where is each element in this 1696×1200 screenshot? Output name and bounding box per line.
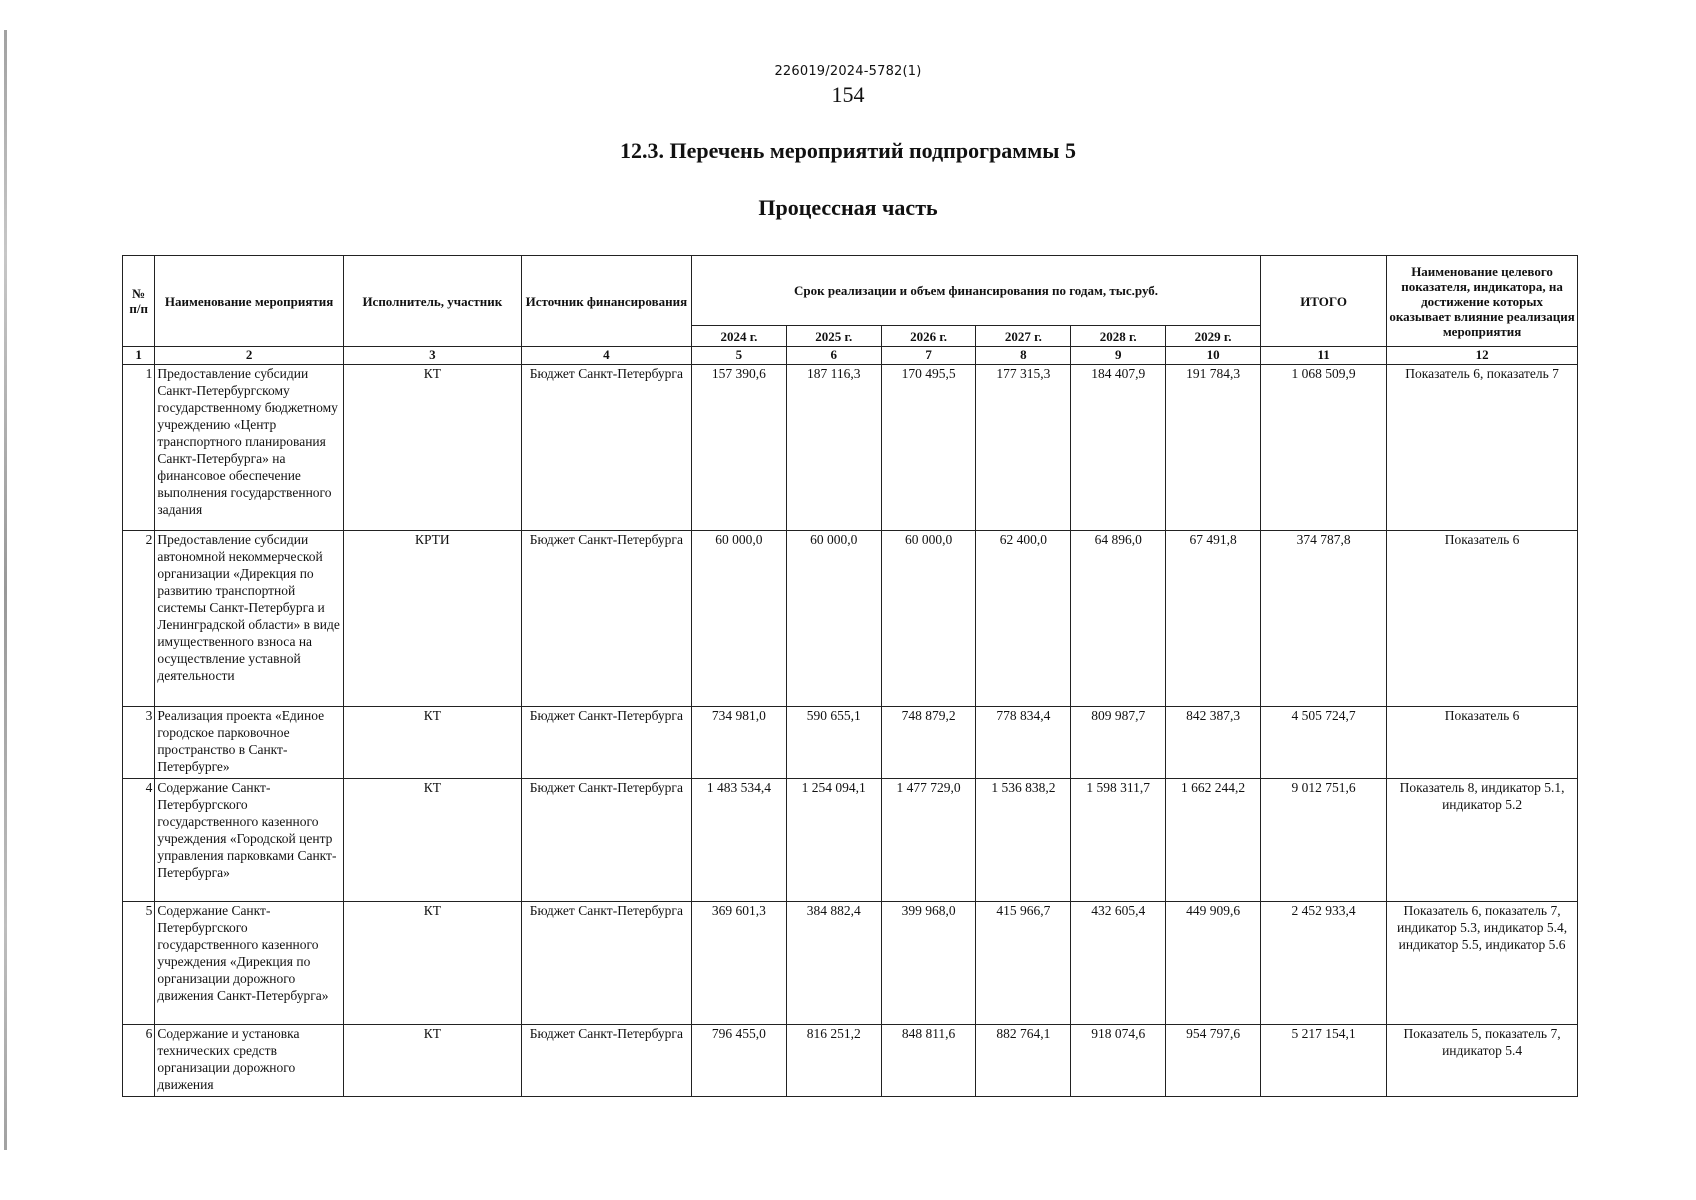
column-number: 4 [521,347,691,365]
year-value: 809 987,7 [1071,707,1166,779]
row-number: 5 [123,902,155,1025]
year-value: 882 764,1 [976,1025,1071,1097]
column-number: 8 [976,347,1071,365]
column-number: 3 [343,347,521,365]
table-row [123,707,1578,779]
table-row [123,365,1578,531]
total-value: 2 452 933,4 [1261,902,1387,1025]
header-period: Срок реализации и объем финансирования по годам, тыс.руб. [692,256,1261,326]
row-number: 3 [123,707,155,779]
year-value: 842 387,3 [1166,707,1261,779]
header-source: Источник финансирования [521,256,691,347]
year-value: 848 811,6 [881,1025,976,1097]
measure-name: Предоставление субсидии автономной некоммерческой организации «Дирекция по развитию транспортной системы Санкт-Петербурга и Ленинградской области» в виде имущественного взноса на осуществление уставной деятельности [155,531,344,707]
year-value: 748 879,2 [881,707,976,779]
table-row [123,779,1578,902]
funding-source: Бюджет Санкт-Петербурга [521,779,691,902]
table-header-row [123,256,1578,326]
year-value: 60 000,0 [692,531,787,707]
year-value: 184 407,9 [1071,365,1166,531]
measure-name: Содержание и установка технических средств организации дорожного движения [155,1025,344,1097]
executor: КТ [343,707,521,779]
measure-name: Содержание Санкт-Петербургского государственного казенного учреждения «Дирекция по организации дорожного движения Санкт-Петербурга» [155,902,344,1025]
header-year: 2026 г. [881,326,976,347]
year-value: 60 000,0 [881,531,976,707]
year-value: 369 601,3 [692,902,787,1025]
funding-source: Бюджет Санкт-Петербурга [521,902,691,1025]
section-title: 12.3. Перечень мероприятий подпрограммы 5 [620,138,1076,163]
year-value: 157 390,6 [692,365,787,531]
year-value: 67 491,8 [1166,531,1261,707]
row-number: 2 [123,531,155,707]
year-value: 1 598 311,7 [1071,779,1166,902]
year-value: 384 882,4 [786,902,881,1025]
year-value: 449 909,6 [1166,902,1261,1025]
header-num: № п/п [123,256,155,347]
column-number: 9 [1071,347,1166,365]
column-number: 12 [1387,347,1578,365]
executor: КТ [343,1025,521,1097]
column-number: 2 [155,347,344,365]
year-value: 1 254 094,1 [786,779,881,902]
column-number: 1 [123,347,155,365]
year-value: 62 400,0 [976,531,1071,707]
funding-source: Бюджет Санкт-Петербурга [521,707,691,779]
year-value: 415 966,7 [976,902,1071,1025]
table-row [123,1025,1578,1097]
row-number: 1 [123,365,155,531]
target-indicator: Показатель 6, показатель 7 [1387,365,1578,531]
row-number: 4 [123,779,155,902]
measure-name: Содержание Санкт-Петербургского государственного казенного учреждения «Городской центр управления парковками Санкт-Петербурга» [155,779,344,902]
column-number: 10 [1166,347,1261,365]
executor: КТ [343,365,521,531]
total-value: 5 217 154,1 [1261,1025,1387,1097]
target-indicator: Показатель 6, показатель 7, индикатор 5.3, индикатор 5.4, индикатор 5.5, индикатор 5.6 [1387,902,1578,1025]
funding-source: Бюджет Санкт-Петербурга [521,531,691,707]
year-value: 1 483 534,4 [692,779,787,902]
year-value: 734 981,0 [692,707,787,779]
column-number-row [123,347,1578,365]
column-number: 5 [692,347,787,365]
year-value: 590 655,1 [786,707,881,779]
header-year: 2028 г. [1071,326,1166,347]
year-value: 432 605,4 [1071,902,1166,1025]
page-number: 154 [831,82,865,107]
table-row [123,902,1578,1025]
total-value: 374 787,8 [1261,531,1387,707]
total-value: 1 068 509,9 [1261,365,1387,531]
year-value: 60 000,0 [786,531,881,707]
target-indicator: Показатель 5, показатель 7, индикатор 5.4 [1387,1025,1578,1097]
executor: КРТИ [343,531,521,707]
column-number: 7 [881,347,976,365]
section-subtitle: Процессная часть [758,195,938,220]
year-value: 64 896,0 [1071,531,1166,707]
header-year: 2027 г. [976,326,1071,347]
target-indicator: Показатель 6 [1387,707,1578,779]
year-value: 170 495,5 [881,365,976,531]
target-indicator: Показатель 6 [1387,531,1578,707]
year-value: 796 455,0 [692,1025,787,1097]
executor: КТ [343,779,521,902]
total-value: 4 505 724,7 [1261,707,1387,779]
year-value: 177 315,3 [976,365,1071,531]
header-name: Наименование мероприятия [155,256,344,347]
header-total: ИТОГО [1261,256,1387,347]
header-indicator: Наименование целевого показателя, индикатора, на достижение которых оказывает влияние реализация мероприятия [1387,256,1578,347]
funding-source: Бюджет Санкт-Петербурга [521,365,691,531]
column-number: 6 [786,347,881,365]
target-indicator: Показатель 8, индикатор 5.1, индикатор 5.2 [1387,779,1578,902]
executor: КТ [343,902,521,1025]
year-value: 1 477 729,0 [881,779,976,902]
measures-table [122,255,1578,1097]
year-value: 1 536 838,2 [976,779,1071,902]
year-value: 778 834,4 [976,707,1071,779]
header-executor: Исполнитель, участник [343,256,521,347]
year-value: 399 968,0 [881,902,976,1025]
document-registration-number: 226019/2024-5782(1) [774,64,922,79]
year-value: 954 797,6 [1166,1025,1261,1097]
row-number: 6 [123,1025,155,1097]
measure-name: Предоставление субсидии Санкт-Петербургскому государственному бюджетному учреждению «Центр транспортного планирования Санкт-Петербурга» на финансовое обеспечение выполнения государственного задания [155,365,344,531]
year-value: 187 116,3 [786,365,881,531]
year-value: 1 662 244,2 [1166,779,1261,902]
header-year: 2029 г. [1166,326,1261,347]
measure-name: Реализация проекта «Единое городское парковочное пространство в Санкт-Петербурге» [155,707,344,779]
column-number: 11 [1261,347,1387,365]
table-row [123,531,1578,707]
header-year: 2025 г. [786,326,881,347]
header-year: 2024 г. [692,326,787,347]
year-value: 918 074,6 [1071,1025,1166,1097]
total-value: 9 012 751,6 [1261,779,1387,902]
funding-source: Бюджет Санкт-Петербурга [521,1025,691,1097]
year-value: 191 784,3 [1166,365,1261,531]
year-value: 816 251,2 [786,1025,881,1097]
